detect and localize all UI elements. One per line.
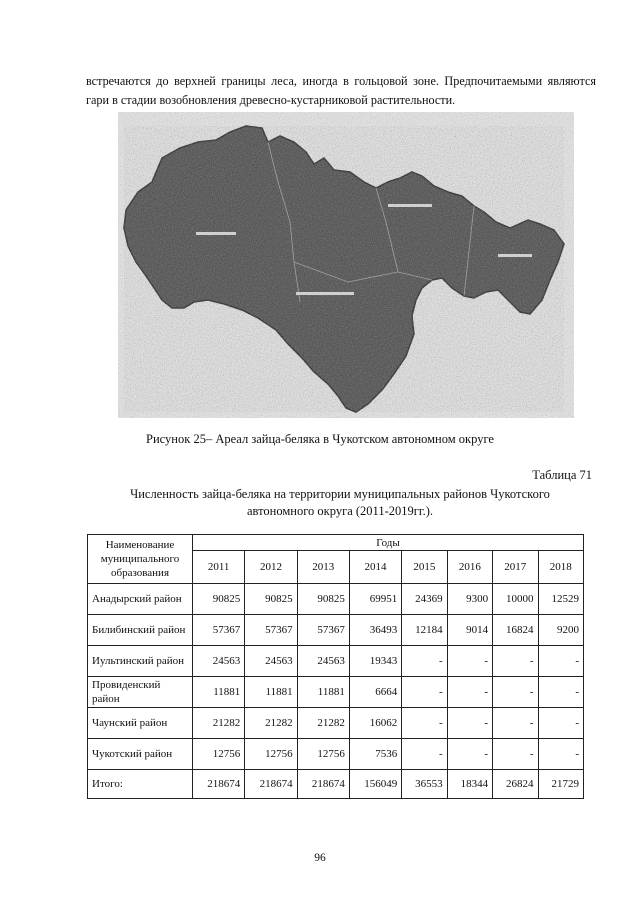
body-paragraph: встречаются до верхней границы леса, иногда в гольцовой зоне. Предпочитаемыми являются гари в стадии возобновления древесно-кустарниковой растительности. xyxy=(86,74,596,108)
table-cell: 6664 xyxy=(349,677,401,708)
year-header: 2014 xyxy=(349,551,401,584)
table-cell: 11881 xyxy=(193,677,245,708)
table-row xyxy=(88,615,584,646)
year-header: 2015 xyxy=(402,551,447,584)
table-cell: - xyxy=(493,646,538,677)
district-name: Провиденский район xyxy=(88,677,193,708)
table-cell: - xyxy=(538,739,584,770)
table-row xyxy=(88,739,584,770)
table-row xyxy=(88,646,584,677)
table-cell: - xyxy=(402,646,447,677)
header-row xyxy=(88,535,584,551)
table-title-line: автономного округа (2011-2019гг.). xyxy=(246,504,433,518)
table-cell: 57367 xyxy=(245,615,297,646)
table-cell: 10000 xyxy=(493,584,538,615)
district-name: Чаунский район xyxy=(88,708,193,739)
district-name: Чукотский район xyxy=(88,739,193,770)
table-cell: 24563 xyxy=(245,646,297,677)
table-cell: 12756 xyxy=(245,739,297,770)
table-cell: 12756 xyxy=(297,739,349,770)
table-cell: 24563 xyxy=(193,646,245,677)
total-cell: 218674 xyxy=(193,770,245,799)
table-cell: - xyxy=(447,708,492,739)
district-label-mark xyxy=(388,204,432,207)
table-cell: - xyxy=(538,677,584,708)
table-cell: 21282 xyxy=(193,708,245,739)
table-cell: 57367 xyxy=(297,615,349,646)
table-cell: 24563 xyxy=(297,646,349,677)
table-cell: 12756 xyxy=(193,739,245,770)
table-cell: 24369 xyxy=(402,584,447,615)
header-name: Наименование муниципального образования xyxy=(88,535,193,584)
table-row xyxy=(88,708,584,739)
figure-caption: Рисунок 25– Ареал зайца-беляка в Чукотском автономном округе xyxy=(146,432,494,446)
total-cell: 36553 xyxy=(402,770,447,799)
table-title xyxy=(100,486,580,520)
table-cell: 9300 xyxy=(447,584,492,615)
total-cell: 18344 xyxy=(447,770,492,799)
range-map xyxy=(118,112,574,418)
table-cell: 11881 xyxy=(245,677,297,708)
table-cell: - xyxy=(402,677,447,708)
table-cell: - xyxy=(447,646,492,677)
table-number: Таблица 71 xyxy=(532,468,592,482)
table-cell: 19343 xyxy=(349,646,401,677)
table-cell: 11881 xyxy=(297,677,349,708)
total-cell: 21729 xyxy=(538,770,584,799)
table-cell: 90825 xyxy=(297,584,349,615)
year-header: 2011 xyxy=(193,551,245,584)
table-cell: - xyxy=(538,646,584,677)
total-cell: 218674 xyxy=(245,770,297,799)
total-row xyxy=(88,770,584,799)
table-title-line: Численность зайца-беляка на территории муниципальных районов Чукотского xyxy=(130,487,550,501)
total-label: Итого: xyxy=(88,770,193,799)
table-cell: - xyxy=(493,677,538,708)
table-cell: 16062 xyxy=(349,708,401,739)
year-header: 2012 xyxy=(245,551,297,584)
table-cell: 21282 xyxy=(245,708,297,739)
total-cell: 218674 xyxy=(297,770,349,799)
table-cell: 90825 xyxy=(193,584,245,615)
table-cell: 36493 xyxy=(349,615,401,646)
table-cell: 90825 xyxy=(245,584,297,615)
header-years: Годы xyxy=(193,535,584,551)
table-cell: 69951 xyxy=(349,584,401,615)
district-label-mark xyxy=(296,292,354,295)
table-cell: 9014 xyxy=(447,615,492,646)
table-cell: - xyxy=(402,708,447,739)
year-header: 2017 xyxy=(493,551,538,584)
district-name: Анадырский район xyxy=(88,584,193,615)
year-header: 2013 xyxy=(297,551,349,584)
table-cell: - xyxy=(447,677,492,708)
district-label-mark xyxy=(196,232,236,235)
total-cell: 156049 xyxy=(349,770,401,799)
table-cell: 9200 xyxy=(538,615,584,646)
table-cell: - xyxy=(447,739,492,770)
table-cell: 12184 xyxy=(402,615,447,646)
table-cell: - xyxy=(402,739,447,770)
table-cell: 7536 xyxy=(349,739,401,770)
table-cell: - xyxy=(493,708,538,739)
page-number: 96 xyxy=(314,852,326,864)
table-cell: - xyxy=(538,708,584,739)
district-label-mark xyxy=(498,254,532,257)
table-row xyxy=(88,677,584,708)
table-row xyxy=(88,584,584,615)
table-cell: 21282 xyxy=(297,708,349,739)
population-table xyxy=(87,534,584,799)
year-header: 2016 xyxy=(447,551,492,584)
district-name: Билибинский район xyxy=(88,615,193,646)
district-name: Иультинский район xyxy=(88,646,193,677)
total-cell: 26824 xyxy=(493,770,538,799)
table-cell: 12529 xyxy=(538,584,584,615)
table-cell: 57367 xyxy=(193,615,245,646)
table-cell: - xyxy=(493,739,538,770)
map-graphic xyxy=(118,112,574,418)
year-header: 2018 xyxy=(538,551,584,584)
table-cell: 16824 xyxy=(493,615,538,646)
